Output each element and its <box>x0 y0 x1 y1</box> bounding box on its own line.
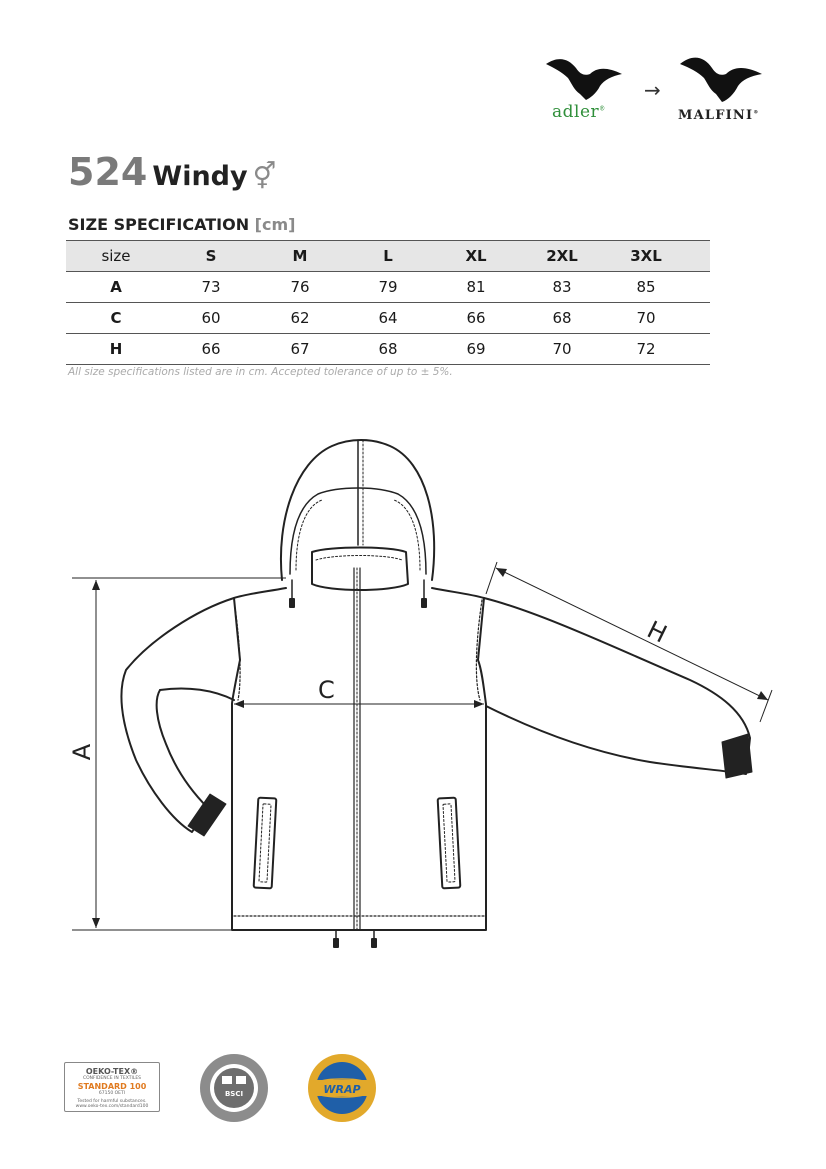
wrap-center-text: WRAP <box>323 1083 361 1096</box>
table-cell: 66 <box>466 309 486 327</box>
brand-arrow: → <box>644 78 661 102</box>
left-sleeve-outline <box>121 598 234 832</box>
adler-eagle-icon <box>544 54 624 104</box>
table-cell: 64 <box>378 309 398 327</box>
table-cell: 83 <box>552 278 572 296</box>
table-cell: 72 <box>636 340 656 358</box>
adler-wordmark: adler® <box>552 102 606 122</box>
table-cell: 70 <box>552 340 572 358</box>
table-cell: 79 <box>378 278 398 296</box>
malfini-wordmark: MALFINI® <box>678 108 760 123</box>
size-header-cell: M <box>292 247 308 265</box>
right-pocket <box>438 798 461 889</box>
jacket-diagram <box>0 420 826 960</box>
product-code: 524 <box>68 150 148 194</box>
bsci-center-text: BSCI <box>224 1090 244 1098</box>
size-header-cell: L <box>383 247 393 265</box>
size-header-row <box>66 241 710 272</box>
size-header-cell: 2XL <box>546 247 578 265</box>
size-table <box>66 240 710 365</box>
table-row <box>66 272 710 303</box>
right-sleeve-outline <box>484 598 750 774</box>
malfini-eagle-icon <box>678 52 764 104</box>
dimension-label-c: C <box>318 676 335 704</box>
row-label: H <box>109 340 123 358</box>
row-label: A <box>110 278 122 296</box>
table-cell: 73 <box>201 278 221 296</box>
product-name: Windy <box>152 161 248 192</box>
table-cell: 69 <box>466 340 486 358</box>
row-label: C <box>110 309 122 327</box>
unisex-icon: ⚥ <box>252 162 277 192</box>
jacket-body-outline <box>232 588 486 930</box>
table-cell: 68 <box>552 309 572 327</box>
table-row <box>66 303 710 334</box>
wrap-seal <box>304 1052 380 1124</box>
left-cuff <box>188 794 226 836</box>
table-cell: 68 <box>378 340 398 358</box>
product-title <box>68 150 276 194</box>
table-cell: 60 <box>201 309 221 327</box>
oeko-tex-badge: OEKO-TEX® CONFIDENCE IN TEXTILES STANDARD 100 67150 OETI Tested for harmful substances. www.oeko-tex.com/standard100 <box>64 1062 160 1112</box>
right-cuff <box>722 734 752 778</box>
table-cell: 81 <box>466 278 486 296</box>
table-cell: 85 <box>636 278 656 296</box>
size-header-cell: 3XL <box>630 247 662 265</box>
table-cell: 67 <box>290 340 310 358</box>
size-header-cell: XL <box>465 247 487 265</box>
size-header-cell: S <box>205 247 217 265</box>
bsci-seal <box>198 1052 270 1124</box>
table-row <box>66 334 710 365</box>
dimension-label-h: H <box>642 615 672 649</box>
tolerance-note: All size specifications listed are in cm. Accepted tolerance of up to ± 5%. <box>68 366 453 378</box>
dimension-line-h <box>496 568 768 700</box>
dimension-label-a: A <box>68 743 97 761</box>
size-spec-heading: SIZE SPECIFICATION [cm] <box>68 215 296 234</box>
table-cell: 76 <box>290 278 310 296</box>
size-header-label: size <box>101 247 131 265</box>
table-cell: 70 <box>636 309 656 327</box>
brand-logos <box>540 48 770 128</box>
table-cell: 66 <box>201 340 221 358</box>
table-cell: 62 <box>290 309 310 327</box>
left-pocket <box>254 798 277 889</box>
